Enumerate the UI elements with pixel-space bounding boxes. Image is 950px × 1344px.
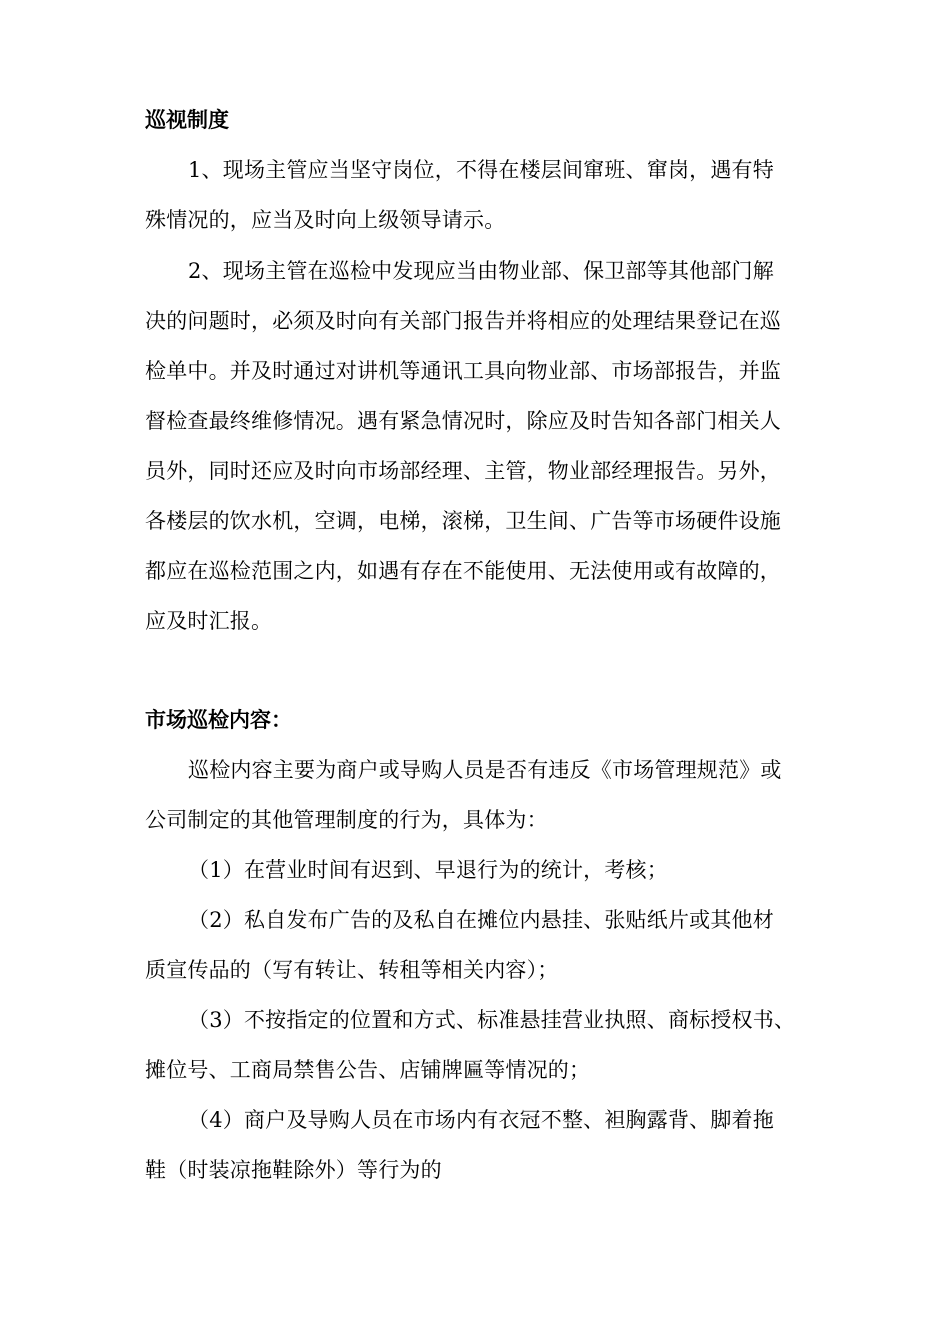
- paragraph-line: 检单中。并及时通过对讲机等通讯工具向物业部、市场部报告，并监: [145, 359, 781, 383]
- paragraph-line: 员外，同时还应及时向市场部经理、主管，物业部经理报告。另外，: [145, 459, 781, 483]
- section-heading-inspection-content: 市场巡检内容：: [145, 708, 292, 732]
- paragraph-line: 2、现场主管在巡检中发现应当由物业部、保卫部等其他部门解: [188, 259, 774, 283]
- paragraph-line: 公司制定的其他管理制度的行为，具体为：: [145, 808, 548, 832]
- list-item-line: （3）不按指定的位置和方式、标准悬挂营业执照、商标授权书、: [188, 1008, 796, 1032]
- list-item-line: 质宣传品的（写有转让、转租等相关内容）；: [145, 958, 559, 982]
- paragraph-line: 决的问题时，必须及时向有关部门报告并将相应的处理结果登记在巡: [145, 309, 781, 333]
- list-item-line: （4）商户及导购人员在市场内有衣冠不整、袒胸露背、脚着拖: [188, 1108, 774, 1132]
- paragraph-line: 殊情况的，应当及时向上级领导请示。: [145, 208, 506, 232]
- list-item-line: （2）私自发布广告的及私自在摊位内悬挂、张贴纸片或其他材: [188, 908, 774, 932]
- paragraph-line: 督检查最终维修情况。遇有紧急情况时，除应及时告知各部门相关人: [145, 409, 781, 433]
- section-heading-patrol-system: 巡视制度: [145, 108, 229, 132]
- list-item-line: 鞋（时装凉拖鞋除外）等行为的: [145, 1158, 442, 1182]
- list-item-line: 摊位号、工商局禁售公告、店铺牌匾等情况的；: [145, 1058, 591, 1082]
- paragraph-line: 各楼层的饮水机，空调，电梯，滚梯，卫生间、广告等市场硬件设施: [145, 509, 781, 533]
- paragraph-line: 应及时汇报。: [145, 609, 273, 633]
- paragraph-line: 1、现场主管应当坚守岗位，不得在楼层间窜班、窜岗，遇有特: [188, 158, 774, 182]
- list-item-line: （1）在营业时间有迟到、早退行为的统计，考核；: [188, 858, 668, 882]
- paragraph-line: 都应在巡检范围之内，如遇有存在不能使用、无法使用或有故障的，: [145, 559, 781, 583]
- paragraph-line: 巡检内容主要为商户或导购人员是否有违反《市场管理规范》或: [188, 758, 782, 782]
